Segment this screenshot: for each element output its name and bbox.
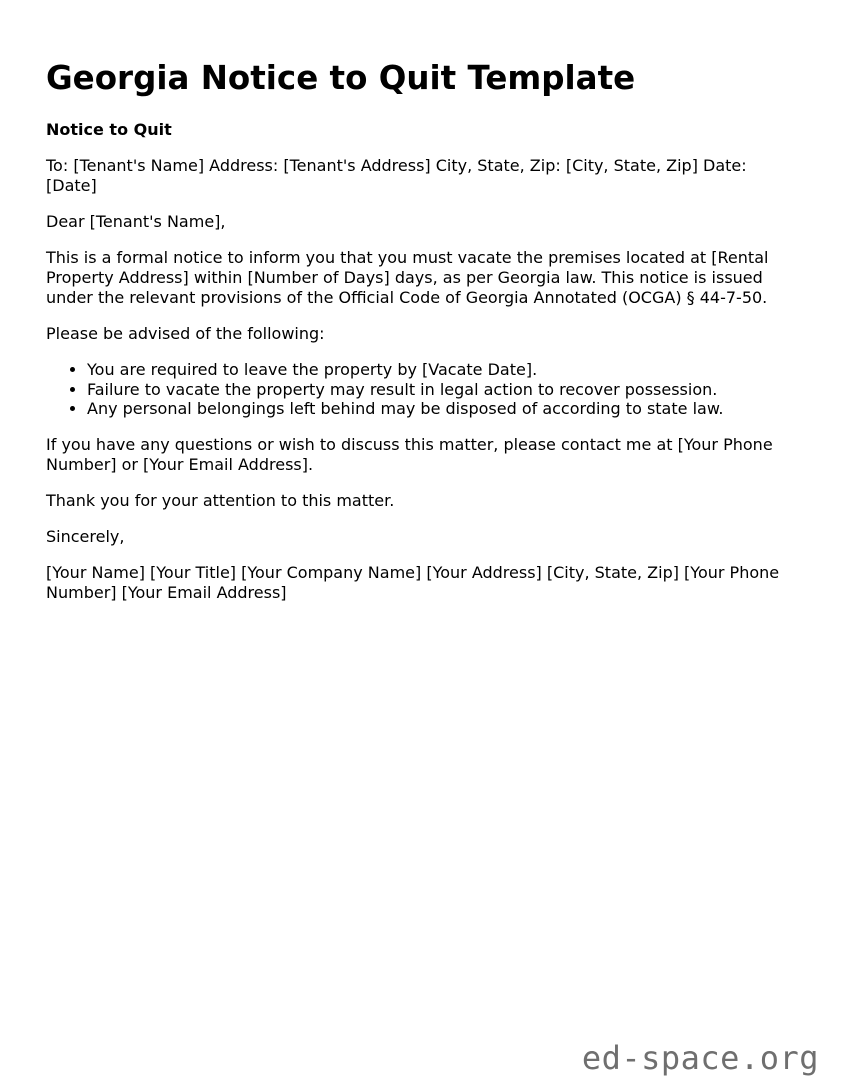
list-intro: Please be advised of the following:: [46, 324, 325, 343]
conditions-list: [46, 360, 798, 419]
signature-block: [Your Name] [Your Title] [Your Company Name] [Your Address] [City, State, Zip] [Your Phone Number] [Your Email Address]: [46, 562, 780, 602]
recipient-line: To: [Tenant's Name] Address: [Tenant's Address] City, State, Zip: [City, State, Zip] Date: [Date]: [46, 156, 747, 195]
page-title: Georgia Notice to Quit Template: [46, 59, 636, 97]
closing-line: Sincerely,: [46, 526, 125, 546]
salutation: Dear [Tenant's Name],: [46, 212, 226, 231]
thanks-line: Thank you for your attention to this matter.: [46, 490, 395, 510]
site-watermark: ed-space.org: [581, 1039, 819, 1077]
notice-heading: Notice to Quit: [46, 120, 172, 139]
document-page: [46, 52, 798, 603]
list-item: • Any personal belongings left behind may be disposed of according to state law.: [87, 399, 798, 419]
notice-body-paragraph: This is a formal notice to inform you that you must vacate the premises located at [Rental Property Address] within [Number of Days] days, as per Georgia law. This notice is issued under the relevant provisions of the Official Code of Georgia Annotated (OCGA) § 44-7-50.: [46, 248, 769, 307]
list-item: • Failure to vacate the property may result in legal action to recover possession.: [87, 380, 798, 400]
list-item: • You are required to leave the property by [Vacate Date].: [87, 360, 798, 380]
contact-paragraph: If you have any questions or wish to discuss this matter, please contact me at [Your Phone Number] or [Your Email Address].: [46, 434, 773, 474]
